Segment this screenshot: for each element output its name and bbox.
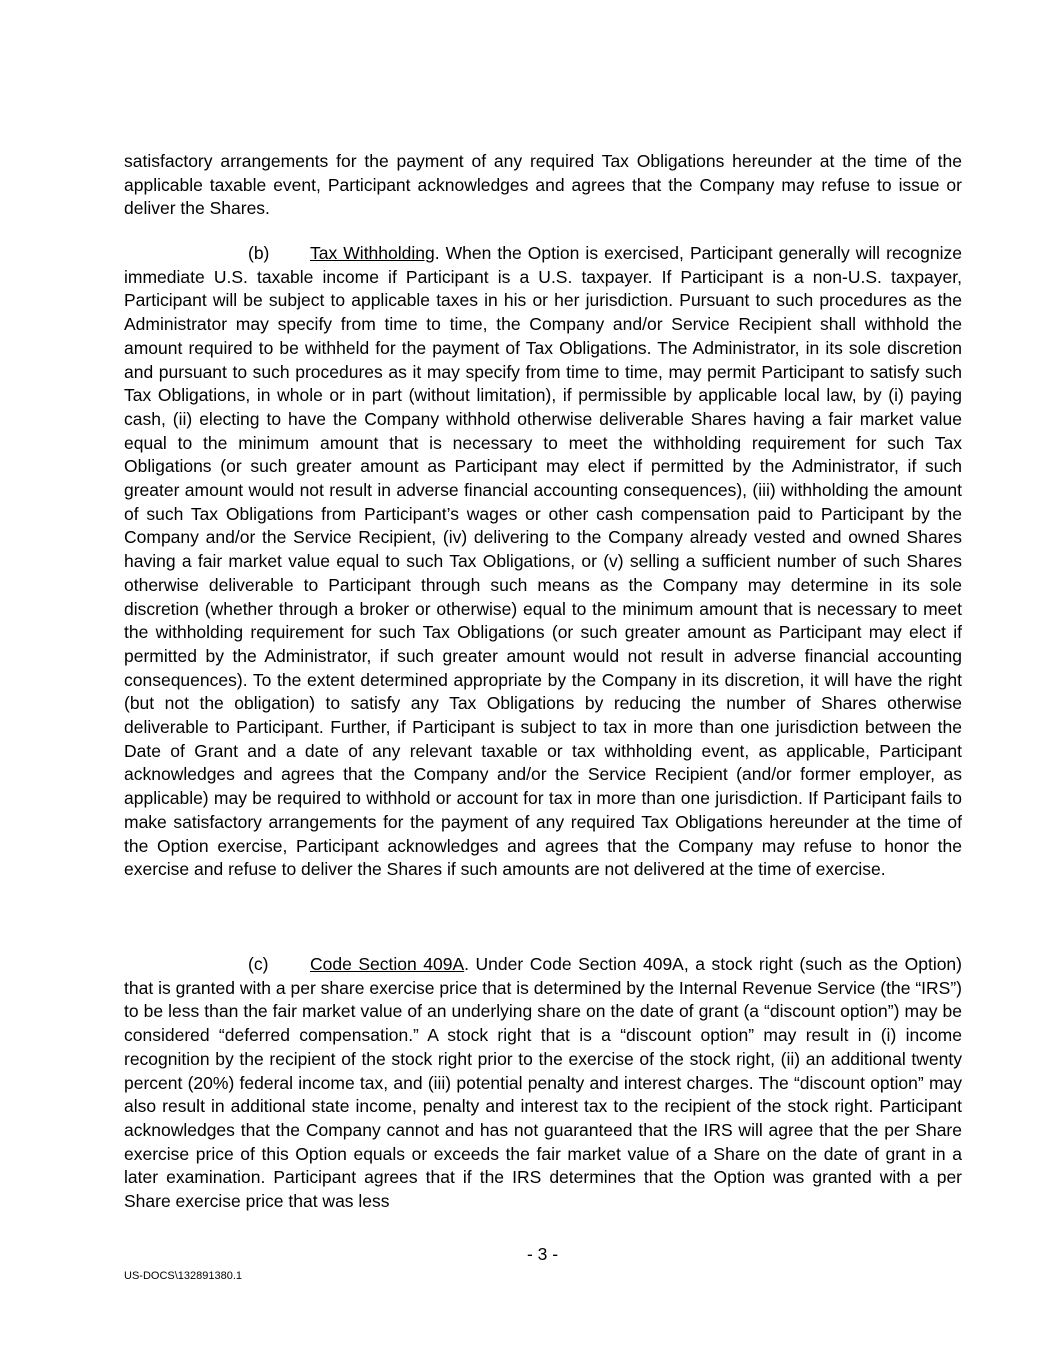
continuation-paragraph: satisfactory arrangements for the payment of any required Tax Obligations hereunder at the time of the applicable taxable event, Participant acknowledges and agrees that the Company may refuse to issue or deliver the Shares. [124, 151, 962, 219]
section-b-paragraph [124, 242, 962, 882]
document-id: US-DOCS\132891380.1 [124, 1270, 243, 1282]
section-c-heading: Code Section 409A [310, 954, 465, 974]
section-c-paragraph [124, 953, 962, 1214]
section-b-label: (b) [248, 243, 270, 263]
section-c-label: (c) [248, 954, 269, 974]
section-c-body: . Under Code Section 409A, a stock right (such as the Option) that is granted with a per share exercise price that is determined by the Internal Revenue Service (the “IRS”) to be less than the fair market value of an underlying share on the date of grant (a “discount option”) may be considered “deferred compensation.” A stock right that is a “discount option” may result in (i) income recognition by the recipient of the stock right prior to the exercise of the stock right, (ii) an additional twenty percent (20%) federal income tax, and (iii) potential penalty and interest charges. The “discount option” may also result in additional state income, penalty and interest tax to the recipient of the stock right. Participant acknowledges that the Company cannot and has not guaranteed that the IRS will agree that the per Share exercise price of this Option equals or exceeds the fair market value of a Share on the date of grant in a later examination. Participant agrees that if the IRS determines that the Option was granted with a per Share exercise price that was less [124, 954, 962, 1212]
section-b-body: . When the Option is exercised, Participant generally will recognize immediate U.S. taxable income if Participant is a U.S. taxpayer. If Participant is a non-U.S. taxpayer, Participant will be subject to applicable taxes in his or her jurisdiction. Pursuant to such procedures as the Administrator may specify from time to time, the Company and/or Service Recipient shall withhold the amount required to be withheld for the payment of Tax Obligations. The Administrator, in its sole discretion and pursuant to such procedures as it may specify from time to time, may permit Participant to satisfy such Tax Obligations, in whole or in part (without limitation), if permissible by applicable local law, by (i) paying cash, (ii) electing to have the Company withhold otherwise deliverable Shares having a fair market value equal to the minimum amount that is necessary to meet the withholding requirement for such Tax Obligations (or such greater amount as Participant may elect if permitted by the Administrator, if such greater amount would not result in adverse financial accounting consequences), (iii) withholding the amount of such Tax Obligations from Participant’s wages or other cash compensation paid to Participant by the Company and/or the Service Recipient, (iv) delivering to the Company already vested and owned Shares having a fair market value equal to such Tax Obligations, or (v) selling a sufficient number of such Shares otherwise deliverable to Participant through such means as the Company may determine in its sole discretion (whether through a broker or otherwise) equal to the minimum amount that is necessary to meet the withholding requirement for such Tax Obligations (or such greater amount as Participant may elect if permitted by the Administrator, if such greater amount would not result in adverse financial accounting consequences). To the extent determined appropriate by the Company in its discretion, it will have the right (but not the obligation) to satisfy any Tax Obligations by reducing the number of Shares otherwise deliverable to Participant. Further, if Participant is subject to tax in more than one jurisdiction between the Date of Grant and a date of any relevant taxable or tax withholding event, as applicable, Participant acknowledges and agrees that the Company and/or the Service Recipient (and/or former employer, as applicable) may be required to withhold or account for tax in more than one jurisdiction. If Participant fails to make satisfactory arrangements for the payment of any required Tax Obligations hereunder at the time of the Option exercise, Participant acknowledges and agrees that the Company may refuse to honor the exercise and refuse to deliver the Shares if such amounts are not delivered at the time of exercise. [124, 243, 962, 880]
page-number: - 3 - [526, 1244, 559, 1264]
section-b-heading: Tax Withholding [310, 243, 435, 263]
